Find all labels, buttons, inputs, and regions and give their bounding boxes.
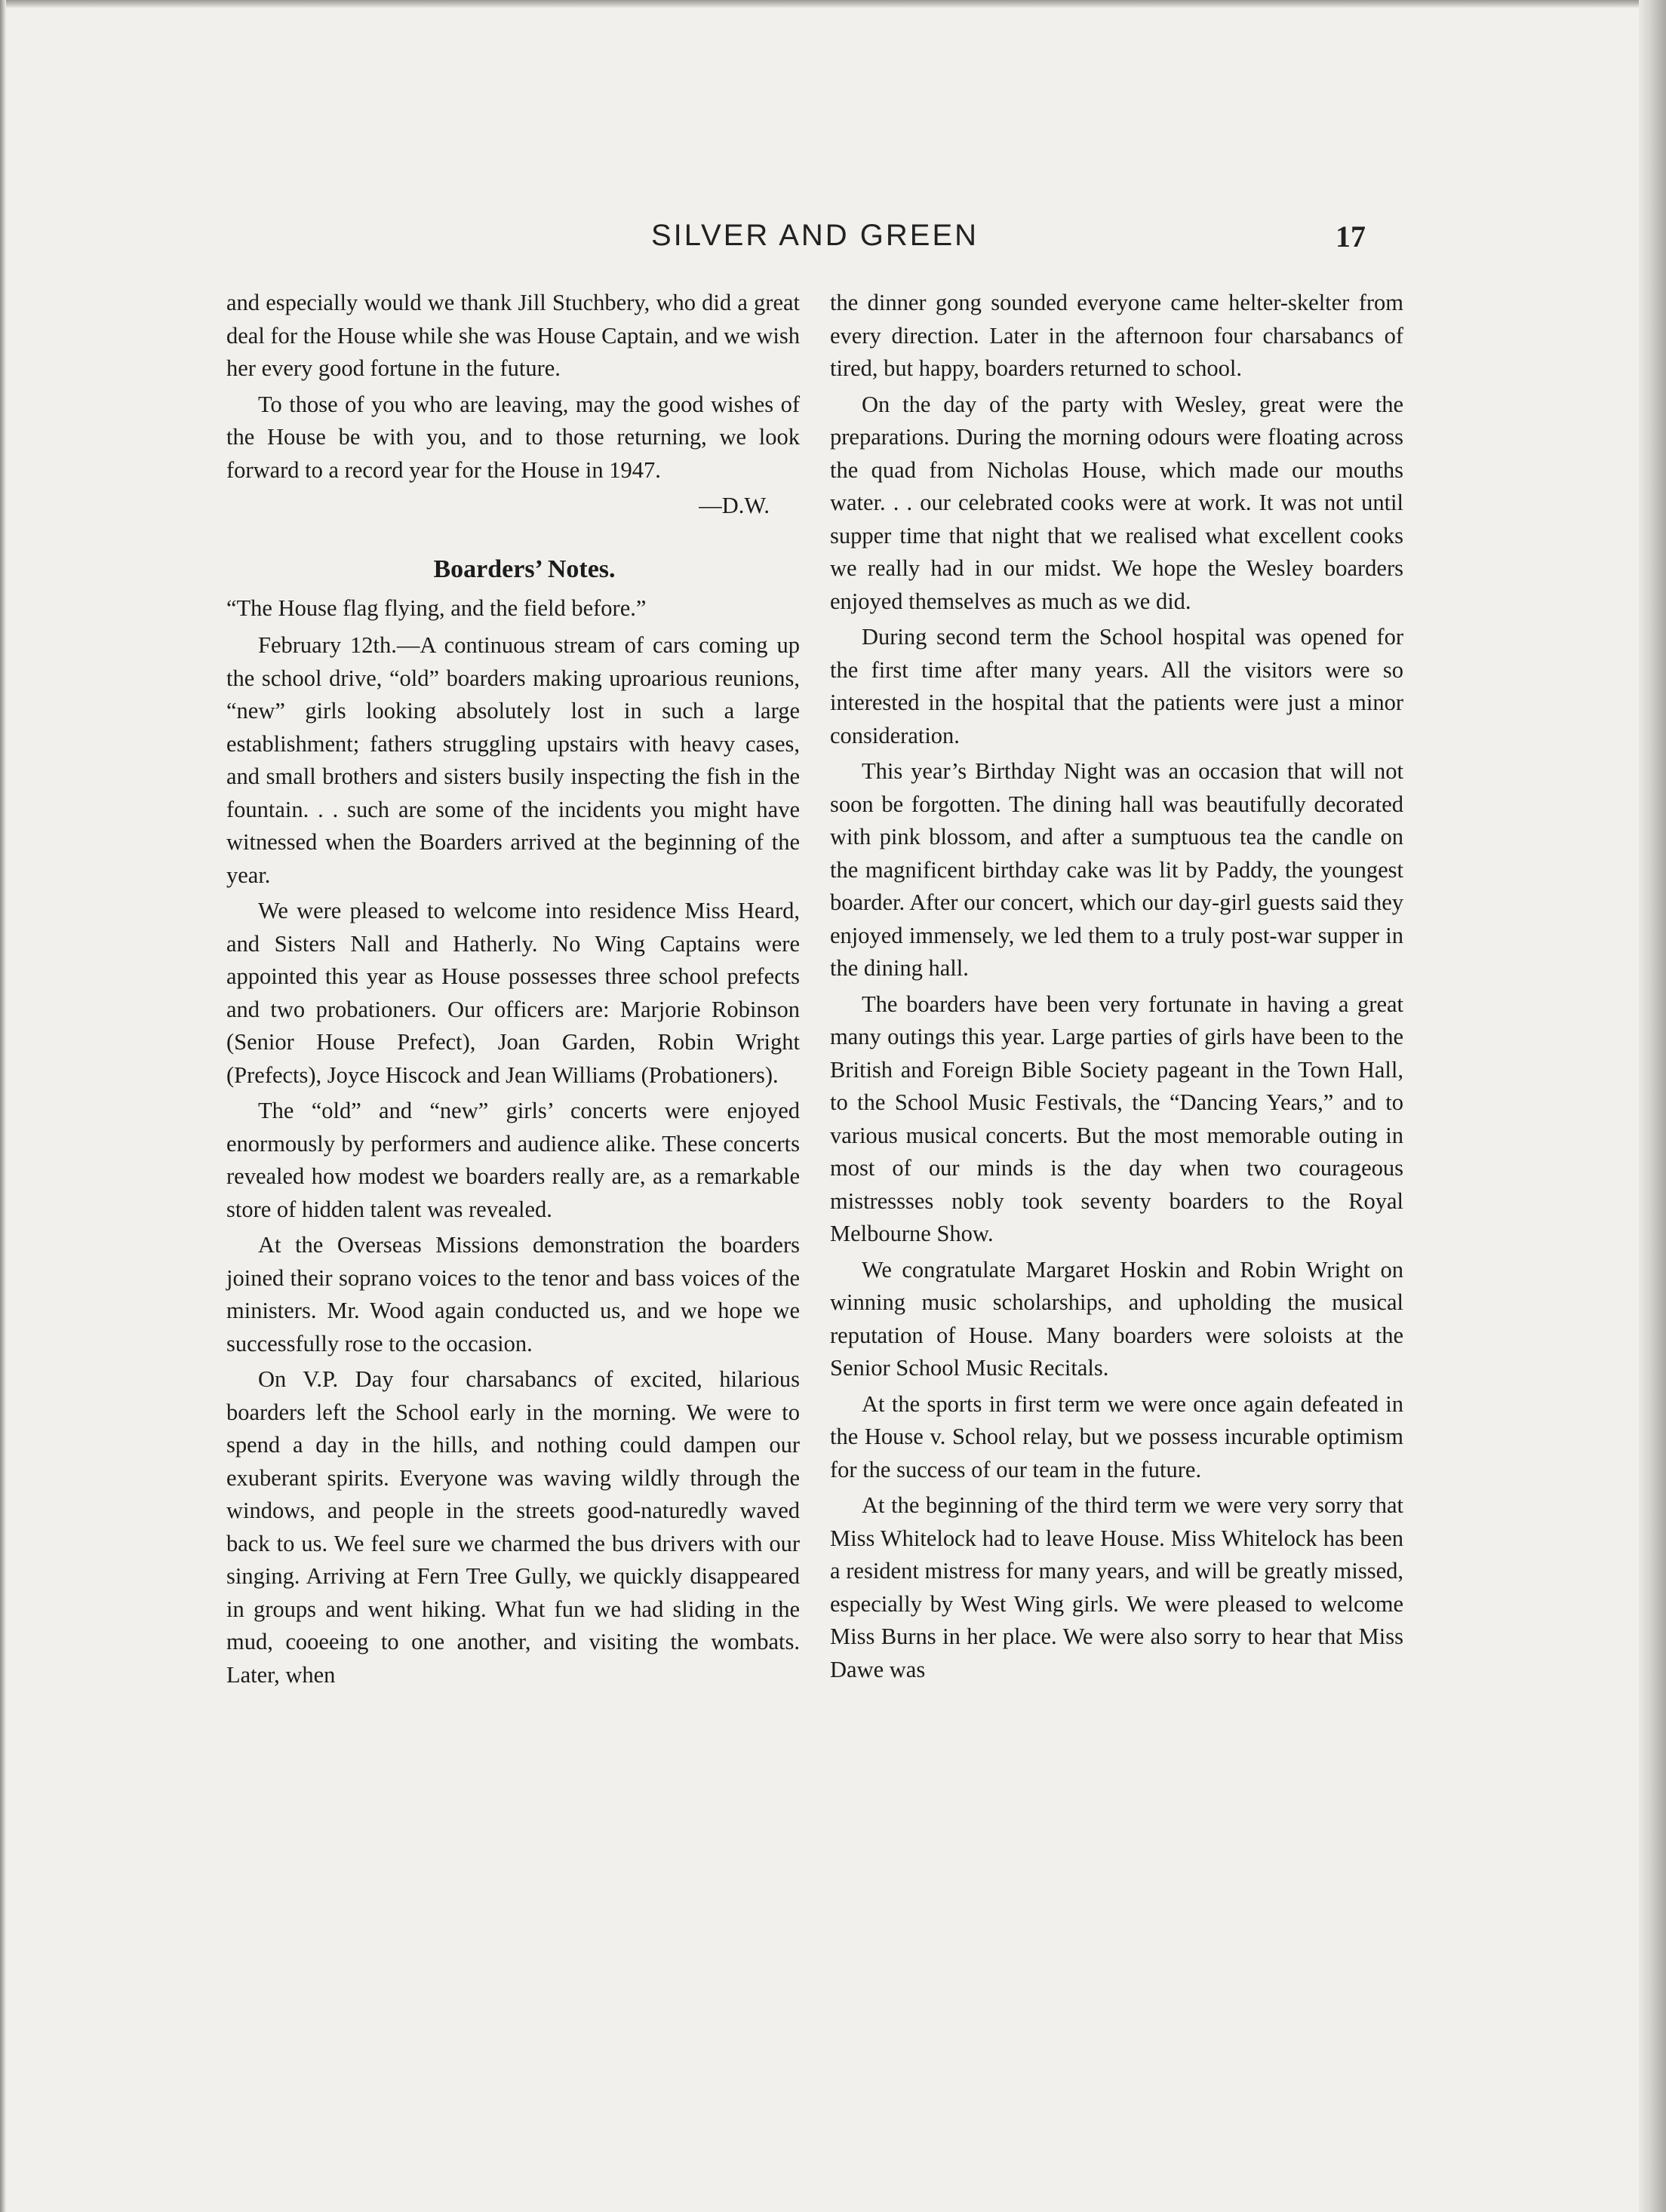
paragraph: This year’s Birthday Night was an occasion that will not soon be forgotten. The dining hall was beautifully decorated with pink blossom, and after a sumptuous tea the candle on the magnificent birthday cake was lit by Paddy, the youngest boarder. After our concert, which our day-girl guests said they enjoyed immensely, we led them to a truly post-war supper in the dining hall.	[830, 758, 1403, 981]
left-column	[226, 287, 800, 1694]
paragraph: The “old” and “new” girls’ concerts were enjoyed enormously by performers and audience alike. These concerts revealed how modest we boarders really are, as a remarkable store of hidden talent was revealed.	[226, 1098, 800, 1222]
right-column	[830, 287, 1403, 1689]
page-left-edge	[0, 0, 6, 2212]
epigraph: “The House flag flying, and the field before.”	[226, 594, 647, 621]
author-signature: —D.W.	[699, 493, 770, 518]
page-top-edge	[0, 0, 1666, 8]
paragraph: To those of you who are leaving, may the good wishes of the House be with you, and to those returning, we look forward to a record year for the House in 1947.	[226, 391, 800, 483]
page-right-edge	[1639, 0, 1666, 2212]
page-header	[226, 219, 1403, 264]
paragraph: At the sports in first term we were once again defeated in the House v. School relay, but we possess incurable optimism for the success of our team in the future.	[830, 1390, 1403, 1482]
paragraph: the dinner gong sounded everyone came helter-skelter from every direction. Later in the afternoon four charsabancs of tired, but happy, boarders returned to school.	[830, 290, 1403, 381]
paragraph: At the beginning of the third term we were very sorry that Miss Whitelock had to leave House. Miss Whitelock has been a resident mistress for many years, and will be greatly missed, especially by West Wing girls. We were pleased to welcome Miss Burns in her place. We were also sorry to hear that Miss Dawe was	[830, 1492, 1403, 1682]
section-heading: Boarders’ Notes.	[433, 555, 616, 583]
paragraph: On the day of the party with Wesley, great were the preparations. During the morning odours were floating across the quad from Nicholas House, which made our mouths water. . . our celebrated cooks were at work. It was not until supper time that night that we realised what excellent cooks we really had in our midst. We hope the Wesley boarders enjoyed themselves as much as we did.	[830, 391, 1403, 614]
paragraph: We congratulate Margaret Hoskin and Robin Wright on winning music scholarships, and upholding the musical reputation of House. Many boarders were soloists at the Senior School Music Recitals.	[830, 1256, 1403, 1381]
paragraph: We were pleased to welcome into residence Miss Heard, and Sisters Nall and Hatherly. No Wing Captains were appointed this year as House possesses three school prefects and two probationers. Our officers are: Marjorie Robinson (Senior House Prefect), Joan Garden, Robin Wright (Prefects), Joyce Hiscock and Jean Williams (Probationers).	[226, 898, 800, 1088]
paragraph: February 12th.—A continuous stream of cars coming up the school drive, “old” boarders making uproarious reunions, “new” girls looking absolutely lost in such a large establishment; fathers struggling upstairs with heavy cases, and small brothers and sisters busily inspecting the fish in the fountain. . . such are some of the incidents you might have witnessed when the Boarders arrived at the beginning of the year.	[226, 632, 800, 888]
page-number: 17	[1336, 220, 1366, 253]
running-title: SILVER AND GREEN	[650, 219, 979, 252]
paragraph: and especially would we thank Jill Stuchbery, who did a great deal for the House while she was House Captain, and we wish her every good fortune in the future.	[226, 290, 800, 381]
paragraph: The boarders have been very fortunate in having a great many outings this year. Large parties of girls have been to the British and Foreign Bible Society pageant in the Town Hall, to the School Music Festivals, the “Dancing Years,” and to various musical concerts. But the most memorable outing in most of our minds is the day when two courageous mistressses nobly took seventy boarders to the Royal Melbourne Show.	[830, 991, 1403, 1246]
paragraph: During second term the School hospital was opened for the first time after many years. All the visitors were so interested in the hospital that the patients were just a minor consideration.	[830, 624, 1403, 748]
paragraph: On V.P. Day four charsabancs of excited, hilarious boarders left the School early in the morning. We were to spend a day in the hills, and nothing could dampen our exuberant spirits. Everyone was waving wildly through the windows, and people in the streets good-naturedly waved back to us. We feel sure we charmed the bus drivers with our singing. Arriving at Fern Tree Gully, we quickly disappeared in groups and went hiking. What fun we had sliding in the mud, cooeeing to one another, and visiting the wombats. Later, when	[226, 1366, 800, 1688]
paragraph: At the Overseas Missions demonstration the boarders joined their soprano voices to the tenor and bass voices of the ministers. Mr. Wood again conducted us, and we hope we successfully rose to the occasion.	[226, 1232, 800, 1356]
